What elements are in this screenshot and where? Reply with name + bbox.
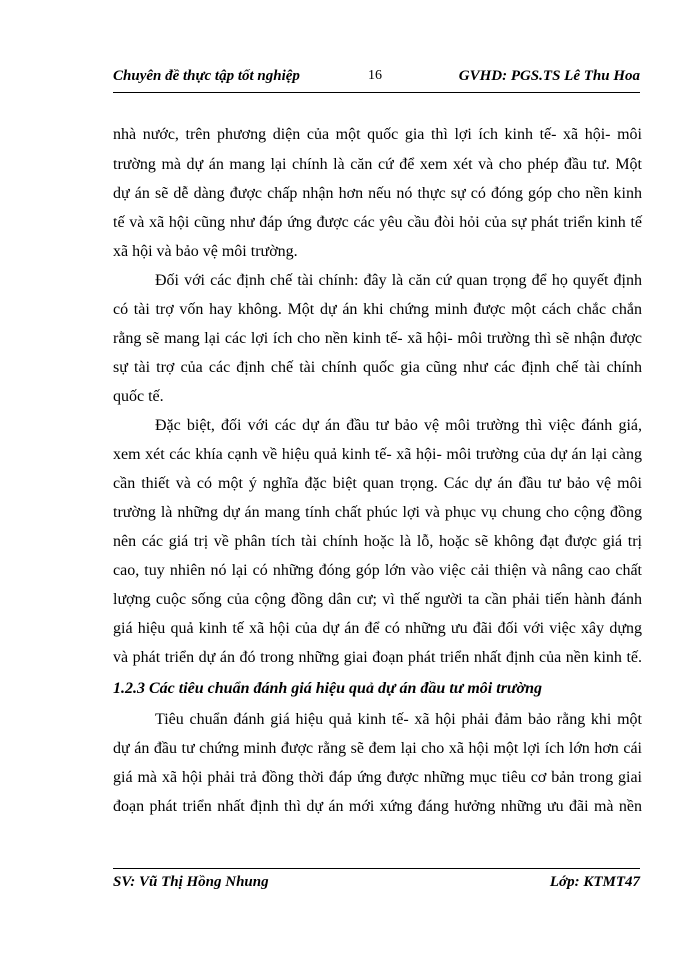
body-line: xã hội và bảo vệ môi trường. xyxy=(113,243,298,260)
section-heading: 1.2.3 Các tiêu chuẩn đánh giá hiệu quả dự án đầu tư môi trường xyxy=(113,680,542,697)
supervisor-label: GVHD: PGS.TS Lê Thu Hoa xyxy=(458,68,640,84)
body-line: trường mà dự án mang lại chính là căn cứ để xem xét và cho phép đầu tư. Một xyxy=(113,156,642,173)
body-line: có tài trợ vốn hay không. Một dự án khi chứng minh được một cách chắc chắn xyxy=(113,301,642,318)
body-line: giá hiệu quả kinh tế xã hội của dự án để có những ưu đãi đối với việc xây dựng xyxy=(113,620,642,637)
page-number: 16 xyxy=(368,68,382,83)
body-line: nên các giá trị về phân tích tài chính hoặc là lỗ, hoặc sẽ không đạt được giá trị xyxy=(113,533,642,550)
body-line: cần thiết và có một ý nghĩa đặc biệt quan trọng. Các dự án đầu tư bảo vệ môi xyxy=(113,475,642,492)
body-line: sự tài trợ của các định chế tài chính quốc gia cũng như các định chế tài chính xyxy=(113,359,642,376)
body-line: dự án sẽ dễ dàng được chấp nhận hơn nếu nó thực sự có đóng góp cho nền kinh xyxy=(113,185,642,202)
body-line: dự án đầu tư chứng minh được rằng sẽ đem lại cho xã hội một lợi ích lớn hơn cái xyxy=(113,740,642,757)
body-line: Tiêu chuẩn đánh giá hiệu quả kinh tế- xã hội phải đảm bảo rằng khi một xyxy=(155,711,642,728)
page-footer xyxy=(113,874,640,896)
body-line: quốc tế. xyxy=(113,388,164,405)
body-line: giá mà xã hội phải trả đồng thời đáp ứng được những mục tiêu cơ bản trong giai xyxy=(113,769,642,786)
body-line: nhà nước, trên phương diện của một quốc gia thì lợi ích kinh tế- xã hội- môi xyxy=(113,126,642,143)
student-name: SV: Vũ Thị Hồng Nhung xyxy=(113,874,269,890)
body-line: trường là những dự án mang tính chất phúc lợi và phục vụ chung cho cộng đồng xyxy=(113,504,642,521)
body-line: Đặc biệt, đối với các dự án đầu tư bảo vệ môi trường thì việc đánh giá, xyxy=(155,417,642,434)
body-line: lượng cuộc sống của cộng đồng dân cư; vì thế người ta cần phải tiến hành đánh xyxy=(113,591,642,608)
body-line: tế và xã hội cũng như đáp ứng được các yêu cầu đòi hỏi của sự phát triển kinh tế xyxy=(113,214,642,231)
body-line: đoạn phát triển nhất định thì dự án mới xứng đáng hưởng những ưu đãi mà nền xyxy=(113,798,642,815)
page-header xyxy=(113,68,640,90)
body-line: cao, tuy nhiên nó lại có những đóng góp lớn vào việc cải thiện và nâng cao chất xyxy=(113,562,642,579)
body-line: xem xét các khía cạnh về hiệu quả kinh tế- xã hội- môi trường của dự án lại càng xyxy=(113,446,642,463)
body-line: và phát triển dự án đó trong những giai đoạn phát triển nhất định của nền kinh tế. xyxy=(113,649,642,666)
body-line: rằng sẽ mang lại các lợi ích cho nền kinh tế- xã hội- môi trường thì sẽ nhận được xyxy=(113,330,642,347)
body-line: Đối với các định chế tài chính: đây là căn cứ quan trọng để họ quyết định xyxy=(155,272,642,289)
class-label: Lớp: KTMT47 xyxy=(549,874,640,890)
document-title: Chuyên đề thực tập tốt nghiệp xyxy=(113,68,300,84)
header-rule xyxy=(113,92,640,93)
footer-rule xyxy=(113,868,640,869)
